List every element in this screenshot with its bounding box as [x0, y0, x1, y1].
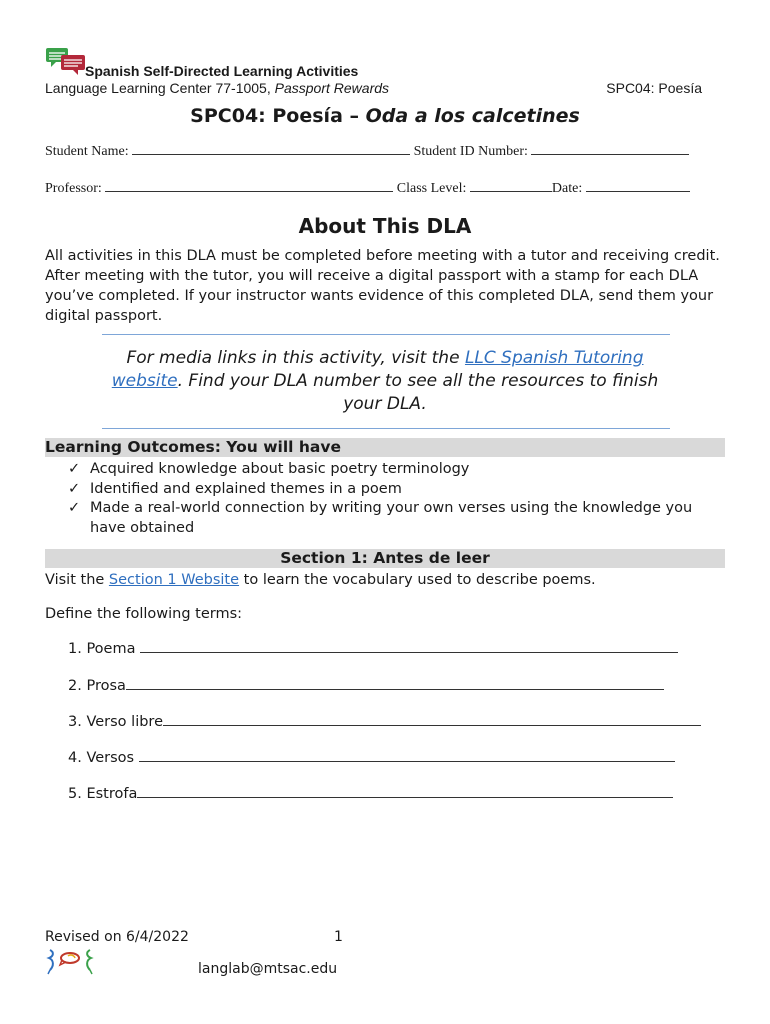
term-label: Verso libre: [86, 714, 163, 730]
term-label: Prosa: [86, 678, 126, 694]
term-row: [68, 747, 675, 766]
divider-bottom: [102, 428, 670, 429]
section1-visit: [45, 570, 725, 590]
list-item: [68, 499, 728, 538]
center-line: [45, 80, 389, 96]
professor-info-row: [45, 177, 715, 197]
term-number: 5.: [68, 786, 82, 802]
outcomes-list: [68, 460, 728, 538]
term-row: [68, 783, 673, 802]
student-name-label: Student Name:: [45, 144, 129, 159]
date-field[interactable]: [586, 177, 690, 192]
media-note-before: For media links in this activity, visit the: [126, 348, 465, 368]
student-info-row: [45, 140, 715, 160]
revised-date: Revised on 6/4/2022: [45, 929, 189, 945]
divider-top: [102, 334, 670, 335]
term-label: Estrofa: [86, 786, 138, 802]
title-prefix: SPC04: Poesía –: [190, 105, 366, 127]
speech-bubbles-icon: [45, 46, 87, 76]
professor-label: Professor:: [45, 181, 102, 196]
media-note: [95, 347, 675, 416]
term-label: Versos: [86, 750, 135, 766]
term-number: 4.: [68, 750, 82, 766]
passport-rewards-text: Passport Rewards: [274, 80, 390, 96]
outcome-text: Made a real-world connection by writing your own verses using the knowledge you have obtained: [90, 500, 693, 536]
date-label: Date:: [551, 181, 583, 196]
term-answer-field[interactable]: [163, 711, 701, 726]
program-title: Spanish Self-Directed Learning Activities: [85, 63, 359, 79]
check-icon: ✓: [68, 500, 81, 516]
term-number: 1.: [68, 641, 82, 657]
check-icon: ✓: [68, 480, 81, 497]
visit-after: to learn the vocabulary used to describe poems.: [239, 572, 596, 588]
student-id-field[interactable]: [531, 140, 689, 155]
page-number: 1: [334, 929, 343, 945]
section1-heading: Section 1: Antes de leer: [45, 549, 725, 568]
term-number: 3.: [68, 714, 82, 730]
about-heading: About This DLA: [298, 214, 472, 238]
visit-before: Visit the: [45, 572, 109, 588]
term-answer-field[interactable]: [126, 675, 664, 690]
llc-logo-icon: [44, 946, 100, 976]
class-level-field[interactable]: [470, 177, 552, 192]
title-italic: Oda a los calcetines: [365, 105, 580, 127]
term-answer-field[interactable]: [140, 638, 678, 653]
student-id-label: Student ID Number:: [413, 144, 528, 159]
term-row: [68, 711, 701, 730]
term-label: Poema: [86, 641, 136, 657]
about-paragraph: All activities in this DLA must be completed before meeting with a tutor and receiving credit. After meeting with the tutor, you will receive a digital passport with a stamp for each DLA you’ve completed. If your instructor wants evidence of this completed DLA, send them your digital passport.: [45, 248, 720, 324]
term-number: 2.: [68, 678, 82, 694]
page-title: [0, 105, 770, 127]
term-row: [68, 638, 678, 657]
define-prompt: Define the following terms:: [45, 606, 243, 622]
outcome-text: Acquired knowledge about basic poetry terminology: [90, 461, 470, 477]
section1-website-link[interactable]: Section 1 Website: [108, 572, 240, 588]
header-code: SPC04: Poesía: [606, 80, 702, 96]
list-item: [68, 460, 728, 480]
contact-email[interactable]: langlab@mtsac.edu: [198, 961, 338, 977]
list-item: [68, 480, 728, 500]
class-level-label: Class Level:: [396, 181, 467, 196]
outcome-text: Identified and explained themes in a poem: [90, 480, 402, 497]
media-note-after: . Find your DLA number to see all the resources to finish your DLA.: [177, 371, 659, 414]
term-answer-field[interactable]: [137, 783, 673, 798]
outcomes-heading: Learning Outcomes: You will have: [45, 438, 725, 457]
llc-tutoring-link[interactable]: LLC Spanish Tutoring website: [111, 348, 644, 391]
term-row: [68, 675, 664, 694]
check-icon: ✓: [68, 461, 81, 477]
term-answer-field[interactable]: [139, 747, 675, 762]
professor-field[interactable]: [105, 177, 393, 192]
student-name-field[interactable]: [132, 140, 410, 155]
center-line-text: Language Learning Center 77-1005,: [45, 80, 275, 96]
